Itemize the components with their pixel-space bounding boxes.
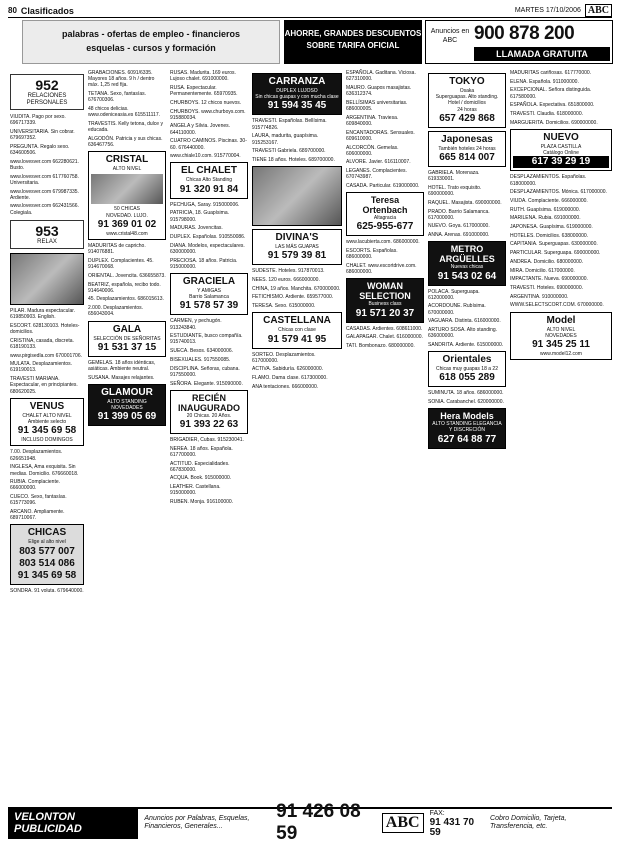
classified-entry: HOTELES. Domicilios. 638000000. xyxy=(510,232,589,239)
column-2 xyxy=(88,70,166,429)
footer-phone: 91 426 08 59 xyxy=(276,801,361,844)
ad-line: Sin chicas guapas y con mucha clase xyxy=(255,94,339,101)
ad-title: GALA xyxy=(112,323,142,335)
ad-cristal xyxy=(88,151,166,240)
classified-entry: CASADA. Particular. 619000000. xyxy=(346,183,420,190)
ad-title: GRACIELA xyxy=(182,275,236,287)
classified-entry: www.lovesver.com 662280621. Busto. xyxy=(10,158,79,171)
ad-phone: 91 543 02 64 xyxy=(437,270,497,282)
classified-entry: ALGODÓN. Patricia y sus chicas. 636467756. xyxy=(88,135,163,149)
ad-line: ALTO STANDING ELEGANCIA Y DISCRECIÓN xyxy=(432,421,502,434)
classified-entry: CARMEN, y pechugón. 913243840. xyxy=(170,318,222,331)
classified-entry: RUSAS. Madurita. 169 euros. Lujoso chalet. 691000000. xyxy=(170,70,236,83)
ad-title: RECIÉN INAUGURADO xyxy=(178,392,240,413)
ad-line: Altagracia xyxy=(373,215,397,222)
ad-line: 20 Chicas. 20 Años. xyxy=(186,412,232,419)
classified-entry: VIUDA. Complaciente. 666000000. xyxy=(510,197,588,204)
ad-line-2: NOVEDAD. LUJO. xyxy=(106,212,148,219)
classified-entry: TRAVESTI. Claudia. 618000000. xyxy=(510,111,584,118)
classified-entry: SEÑORA. Elegante. 915090000. xyxy=(170,380,243,387)
classified-entry: VIUDITA. Pago por sexo. 696717339. xyxy=(10,114,66,127)
ad-sub: DUPLEX LUJOSO xyxy=(276,88,318,94)
banner-line-1: palabras - ofertas de empleo - financieros xyxy=(61,29,241,39)
phone-ad-number: 900 878 200 xyxy=(474,23,575,44)
classified-entry: CHALET. www.escortdrive.com. 686000000. xyxy=(346,263,417,276)
ad-title: Orientales xyxy=(442,354,492,366)
classified-entry: CRISTINA, casada, discreta. 618190133. xyxy=(10,337,74,350)
ad-line: 50 CHICAS xyxy=(114,206,140,213)
ad-line: Nuevas chicas xyxy=(450,264,484,271)
ad-line: También hoteles 24 horas xyxy=(438,145,496,152)
column-6 xyxy=(428,70,506,452)
classified-entry: SORTEO. Desplazamientos. 617000000. xyxy=(252,351,316,364)
column-5 xyxy=(346,70,424,352)
footer-logo: ABC xyxy=(382,813,424,833)
category-number: 952 xyxy=(35,77,59,93)
ad-phone: 657 429 868 xyxy=(439,112,495,124)
classified-entry: FLAMO. Dama clase. 617300000. xyxy=(252,375,328,382)
ad-phone: 803 577 007 xyxy=(19,545,75,557)
classified-entry: www.chiale10.com. 915770004. xyxy=(170,153,241,160)
column-4 xyxy=(252,70,342,393)
ad-phone-2: 803 514 086 xyxy=(19,557,75,569)
ad-photo xyxy=(91,174,163,204)
classified-entry: ARGENTINA. 910000000. xyxy=(510,293,569,300)
classified-entry: ESPAÑOLA. Gaditana. Viciosa. 627310000. xyxy=(346,70,416,83)
classified-entry: TRAVESTIS. Kelly tetona, dulce y educada. xyxy=(88,120,163,134)
classified-entry: ANGELA y Silvia. Jovenes. 644110000. xyxy=(170,123,231,136)
classified-entry: MADURITAS de capricho. 914076881. xyxy=(88,243,146,256)
classified-entry: WWW.SELECTSCORT.COM. 670000000. xyxy=(510,302,604,309)
ad-line: Elige al alto nivel xyxy=(28,539,66,546)
classified-entry: BELLÍSIMAS universitarias. 686000005. xyxy=(346,99,408,113)
phone-ad-sub: LLAMADA GRATUITA xyxy=(474,47,610,61)
classified-entry: SONIA. Carabanchel. 620000000. xyxy=(428,399,504,406)
issue-date: MARTES 17/10/2006 xyxy=(514,7,581,14)
classified-entry: TRAVESTI. Españolas. Bellísima. 915774826. xyxy=(252,118,327,131)
classified-entry: EXCEPCIONAL. Señora distinguida. 617580000. xyxy=(510,87,592,100)
ad-graciela xyxy=(170,273,248,315)
classified-entry: TERESA. Sexo. 615000000. xyxy=(252,303,316,310)
classified-entry: CHURBOYS. www.churboys.com. 915880034. xyxy=(170,108,246,121)
ad-title: Hera Models xyxy=(440,411,494,422)
classified-entry: GABRIELA. Morenaza. 619330001. xyxy=(428,170,480,183)
classified-entry: POLACA. Superguapa. 612000000. xyxy=(428,288,480,301)
ad-title: CHICAS xyxy=(27,527,67,539)
category-title: RELACIONES PERSONALES xyxy=(26,93,68,106)
classified-entry: RUBIA. Complaciente. 666000000. xyxy=(10,479,61,492)
classified-entry: RAQUEL. Masajista. 690000000. xyxy=(428,199,502,206)
classified-entry: ALCORCÓN. Gemelas. 606000000. xyxy=(346,144,399,157)
classified-entry: MARILENA. Rubia. 691000000. xyxy=(510,215,581,222)
ad-line: Business class xyxy=(368,301,402,308)
classified-entry: SUECA. Besos. 634000006. xyxy=(170,348,234,355)
ad-phone: 91 345 69 58 xyxy=(17,425,77,437)
ad-phone: 665 814 007 xyxy=(439,152,495,164)
classified-entry: SONDRA. 91 voluta. 679640000. xyxy=(10,587,84,594)
ad-line: Chicas muy guapas 18 a 22 xyxy=(436,366,498,373)
classified-entry: RUSA. Espectacular. Permanentemente. 65970935. xyxy=(170,84,238,98)
ad-photo xyxy=(10,253,84,305)
ad-title: TOKYO xyxy=(449,76,485,87)
classified-entry: DISCIPLINA. Señoras, cubana. 917550000. xyxy=(170,365,240,378)
ad-sub: CHALET ALTO NIVEL xyxy=(22,412,72,419)
ad-japonesas xyxy=(428,131,506,167)
classified-entry: SUSANA. Masajes relajantes. xyxy=(88,374,155,381)
ad-phone: 91 345 25 11 xyxy=(532,338,590,350)
fax-label: FAX: xyxy=(429,809,445,817)
ad-sub: ALTO NIVEL xyxy=(112,166,142,173)
category-952 xyxy=(10,74,84,110)
column-1 xyxy=(10,70,84,596)
ad-sub: Y AMIGAS xyxy=(197,287,221,294)
classified-banner xyxy=(22,20,280,64)
classified-entry: GRABACIONES. 6091/6335. Mayores 18 años. 9 h / dentro máx. 1,25 red fija. xyxy=(88,70,155,89)
classified-entry: GEMELAS. 18 años idénticas, asiáticas. Ambiente neutral. xyxy=(88,359,156,372)
ad-line: NOVEDADES xyxy=(111,405,143,412)
classified-entry: ARTURO SOSA. Alto standing. 636000000. xyxy=(428,327,498,340)
classified-entry: ANDREA. Domicilio. 680000000. xyxy=(510,258,584,265)
classified-entry: MADURAS. Jovencitas. xyxy=(170,225,223,232)
ad-teresa xyxy=(346,192,424,236)
classified-entry: PREGUNTA. Regalo sexo. 634600506. xyxy=(10,143,70,157)
classified-entry: TRAVESTI. Hoteles. 690000000. xyxy=(510,284,584,291)
classified-entry: MADURITAS cariñosas. 617770000. xyxy=(510,70,592,76)
classified-entry: ORIENTAL. Jovencita. 636655873. xyxy=(88,272,166,279)
ad-sub: ALTO NIVEL xyxy=(546,326,576,333)
ad-woman xyxy=(346,278,424,322)
footer-text: Anuncios por Palabras, Esquelas, Financieros, Generales... xyxy=(144,815,250,830)
ad-line: NOVEDADES xyxy=(545,332,577,339)
discount-line-1: AHORRE, GRANDES DESCUENTOS xyxy=(284,29,422,38)
classified-entry: NEREA. 18 años. Española. 617700000. xyxy=(170,445,233,458)
classified-entry: TRAVESTI MARIANA. Espectacular, en principiantes. 680620025. xyxy=(10,376,78,395)
ad-phone: 627 64 88 77 xyxy=(437,433,497,445)
classified-entry: CUATRO CAMINOS. Piscinas. 30-60. 676440000. xyxy=(170,138,247,151)
classified-entry: DESPLAZAMIENTOS. Mónica. 617000000. xyxy=(510,189,607,196)
classified-entry: CHURBOYS. 12 chicos nuevos. xyxy=(170,99,242,106)
classified-entry: www.pirgisedla.com 670001706. xyxy=(10,352,82,359)
ad-phone: 91 579 39 81 xyxy=(267,250,327,262)
category-953 xyxy=(10,220,84,249)
ad-phone: 625-955-677 xyxy=(356,221,414,233)
classified-entry: FETICHISMO. Ardiente. 659577000. xyxy=(252,294,334,301)
banner-line-2: esquelas - cursos y formación xyxy=(86,43,216,53)
ad-title: METRO ARGÜELLES xyxy=(439,244,495,265)
classified-entry: LEATHER. Castellana. 915000000. xyxy=(170,484,221,497)
ad-title: WOMAN SELECTION xyxy=(359,281,411,302)
ad-model xyxy=(510,312,612,361)
classified-entry: 45. Desplazamientos. 686015613. xyxy=(88,296,164,303)
category-number: 953 xyxy=(35,222,59,239)
ad-line: SELECCIÓN DE SEÑORITAS xyxy=(93,335,161,342)
classified-entry: www.lacubierta.com. 686000000. xyxy=(346,239,420,246)
ad-carranza xyxy=(252,73,342,115)
ad-title: Teresa Ortenbach xyxy=(362,195,408,216)
ad-phone: 617 39 29 19 xyxy=(513,156,609,168)
classified-entry: DUPLEX. Complacientes. 45. 914670068. xyxy=(88,257,154,271)
classified-entry: TATI. Bombonazo. 680000000. xyxy=(346,343,415,350)
classified-entry: LEGANES. Complacientes. 670743987. xyxy=(346,168,407,181)
footer-brand: VELONTON PUBLICIDAD xyxy=(8,807,138,839)
ad-line: Superguapas. Alto standing. xyxy=(435,94,499,101)
ad-castellana xyxy=(252,312,342,348)
classified-entry: SANDRITA. Ardiente. 615000000. xyxy=(428,341,504,348)
ad-chalet xyxy=(170,162,248,198)
classified-entry: ESCORTS. Españolas. 686000000. xyxy=(346,248,398,261)
classified-entry: ARCANO. Ampliamente. 689710067. xyxy=(10,509,65,522)
classified-entry: www.lovesver.com 617760758. Universitaria. xyxy=(10,173,79,186)
ad-phone: 91 320 91 84 xyxy=(179,183,239,195)
ad-tokyo xyxy=(428,73,506,128)
ad-title: CARRANZA xyxy=(268,76,326,87)
ad-title: CASTELLANA xyxy=(263,315,331,327)
ad-web: www.cristal48.com xyxy=(106,230,148,237)
classified-entry: SUDESTE. Hoteles. 917870013. xyxy=(252,268,325,275)
classified-entry: TRAVESTI Gabriela. 689700000. xyxy=(252,148,326,155)
classified-entry: BEATRIZ, española, recibo todo. 914640006. xyxy=(88,281,161,294)
classified-entry: PATRICIA, 18. Guapísima. 915798000. xyxy=(170,210,230,223)
footer-payment-text: Cobro Domicilio, Tarjeta, Transferencia, etc. xyxy=(490,815,567,830)
ad-phone: 91 594 35 45 xyxy=(267,100,327,112)
ad-extra: INCLUSO DOMINGOS xyxy=(21,437,73,444)
abc-logo: ABC xyxy=(585,4,612,17)
ad-orientales xyxy=(428,351,506,387)
ad-line-2: Hotel / domicilios xyxy=(448,100,486,107)
classified-entry: HOTEL. Trato exquisito. 690000000. xyxy=(428,184,482,198)
category-title: RELAX xyxy=(37,238,57,245)
classified-entry: IMPACTANTE. Nueva. 690000000. xyxy=(510,276,588,283)
classified-entry: MIRA. Domicilio. 617000000. xyxy=(510,267,575,274)
classified-entry: JAPONESA. Guapísima. 619000000. xyxy=(510,224,593,231)
classified-entry: TETANA. Sexo, fantasías. 676700306. xyxy=(88,91,146,104)
classified-entry: INGLESA, Ama exquisita. Sin medias. Domicilio. 676660018. xyxy=(10,464,79,477)
classified-entry: ELENA. Española. 911000000. xyxy=(510,78,579,85)
classified-entry: CUECO. Sexo, fantasías. 615773096. xyxy=(10,494,67,507)
classified-entry: RUTH. Guapísima. 619000000. xyxy=(510,206,581,213)
ad-line: LAS MÁS GUAPAS xyxy=(275,244,319,251)
ad-sub: ALTO STANDING xyxy=(107,398,147,405)
classified-entry: 48 chicos delicias. www.odeniceasia.es 615511117. xyxy=(88,106,160,119)
classified-entry: GALAPAGAR. Chalet. 616000000. xyxy=(346,334,423,341)
classified-entry: CASADAS. Ardientes. 608611000. xyxy=(346,325,423,332)
ad-recien xyxy=(170,390,248,434)
ad-title: DIVINA'S xyxy=(275,232,319,244)
classified-entry: ALVORE. Javier. 616110007. xyxy=(346,159,411,166)
classified-entry: ANNA. Arenas. 691000000. xyxy=(428,232,490,239)
classified-entry: www.lovesver.com 662431566. Colegiala. xyxy=(10,203,79,216)
ad-arguelles xyxy=(428,241,506,285)
footer-fax xyxy=(430,809,482,838)
ad-title: VENUS xyxy=(29,400,65,412)
classified-entry: BISEXUALES. 917550085. xyxy=(170,356,231,363)
ad-line-3: 24 horas xyxy=(457,106,477,113)
ad-heramodels xyxy=(428,408,506,448)
page-header xyxy=(8,4,612,18)
classified-entry: 2.000. Desplazamientos. 656043004. xyxy=(88,305,144,318)
ad-line: Catálogo Online xyxy=(543,150,579,157)
ad-phone: 91 399 05 69 xyxy=(97,411,157,423)
classified-entry: www.lovesver.com 679987335. Ardiente. xyxy=(10,188,79,201)
classified-entry: ACTITUD. Especialidades. 667830000. xyxy=(170,460,230,473)
ad-title: EL CHALET xyxy=(181,165,237,177)
classified-entry: PILAR. Madura espectacular. 619850903. English. xyxy=(10,307,76,321)
discount-banner xyxy=(284,20,422,64)
ad-phone: 91 369 01 02 xyxy=(97,218,157,230)
classified-entry: RUBEN. Monja. 916100000. xyxy=(170,499,234,506)
classified-entry: MARGUERITA. Domicilios. 690000000. xyxy=(510,119,598,126)
classified-entry: PECHUGA, Saray. 915000006. xyxy=(170,201,240,208)
classified-entry: PRADO. Barrio Salamanca. 617000000. xyxy=(428,208,490,221)
classified-entry: ESPAÑOLA. Expectativa. 651800000. xyxy=(510,102,595,109)
ad-nuevo xyxy=(510,129,612,171)
classified-entry: ENCANTADORAS. Sensuales. 609610000. xyxy=(346,129,415,142)
ad-line: Barrio Salamanca xyxy=(189,294,229,301)
ad-web: www.model12.com xyxy=(540,350,582,357)
classified-entry: NEES. 120 euros. 666000000. xyxy=(252,277,320,284)
classified-entry: ACORDOUNE. Rubísima. 670000000. xyxy=(428,303,486,316)
classified-entry: ANA tentaciones. 666000000. xyxy=(252,383,319,390)
column-7 xyxy=(510,70,612,363)
ad-line: Chicas Alto Standing xyxy=(185,177,233,184)
ad-title: GLAMOUR xyxy=(101,386,153,398)
fax-number: 91 431 70 59 xyxy=(429,816,475,838)
classified-entry: NUEVO. Goya. 617000000. xyxy=(428,223,490,230)
ad-phone: 91 578 57 39 xyxy=(179,300,239,312)
classified-entry: DUPLEX. Españolas. 910550086. xyxy=(170,233,246,240)
footer-ad xyxy=(8,801,612,844)
ad-gala xyxy=(88,321,166,357)
classified-entry: PARTICULAR. Superguapa. 690000000. xyxy=(510,250,601,257)
ad-phone: 618 055 289 xyxy=(439,372,495,384)
ad-chicas xyxy=(10,524,84,584)
classified-entry: CHINA, 19 años. Manchita. 670000000. xyxy=(252,285,341,292)
classified-entry: ESCORT. 628130103. Hoteles-domicilios. xyxy=(10,322,80,335)
classified-entry: PRECIOSA. 18 años. Patricia. 915000000. xyxy=(170,257,238,270)
discount-line-2: SOBRE TARIFA OFICIAL xyxy=(306,41,400,50)
page-number: 80 xyxy=(8,6,17,15)
ad-phone-3: 91 345 69 58 xyxy=(17,569,77,581)
column-3 xyxy=(170,70,248,508)
classified-entry: LAURA, madurita, guapísima. 915253167. xyxy=(252,133,319,146)
classified-entry: MAURO. Guapos masajistas. 636312374. xyxy=(346,84,412,98)
classified-entry: 7.00. Desplazamientos. 626651948. xyxy=(10,449,63,462)
ad-venus xyxy=(10,398,84,447)
classified-entry: UNIVERSITARIA. Sin cobrar. 679697352. xyxy=(10,128,75,142)
phone-ad xyxy=(425,20,613,64)
ad-title: Model xyxy=(546,314,576,326)
classified-entry: TIENE 18 años. Hoteles. 689700000. xyxy=(252,156,335,163)
classified-entry: MULATA. Desplazamientos. 619190013. xyxy=(10,361,73,374)
classified-entry: ACTIVA. Sabiduría. 626000000. xyxy=(252,366,324,373)
section-title: Clasificados xyxy=(20,5,74,16)
classified-entry: VAGUARA. Distinta. 616000000. xyxy=(428,318,501,325)
ad-glamour xyxy=(88,384,166,426)
ad-phone: 91 571 20 37 xyxy=(355,307,415,319)
ad-sub: Osaka xyxy=(459,88,475,94)
classified-entry: CAPITANIA. Superguapas. 630000000. xyxy=(510,241,598,248)
classified-entry: SUMINUTA. 18 años. 686000000. xyxy=(428,390,504,397)
ad-divinas xyxy=(252,229,342,265)
ad-phone: 91 393 22 63 xyxy=(179,418,239,430)
ad-sub: PLAZA CASTILLA xyxy=(540,143,582,150)
classified-entry: DESPLAZAMIENTOS. Españolas. 618000000. xyxy=(510,174,587,187)
ad-title: Japonesas xyxy=(441,133,493,145)
ad-line: Chicas con clase xyxy=(278,327,316,334)
classified-entry: ESTUDIANTE, busco compañía. 915740013. xyxy=(170,333,243,346)
classified-entry: ARGENTINA. Traviesa. 609840000. xyxy=(346,114,399,127)
classified-entry: BRIGADIER, Cubas. 915230041. xyxy=(170,436,244,443)
ad-title: CRISTAL xyxy=(105,154,149,166)
ad-line: Ambiente selecto xyxy=(27,418,67,425)
classified-entry: ACQUA. Book. 915000000. xyxy=(170,475,232,482)
ad-title: NUEVO xyxy=(543,131,579,143)
ad-phone: 91 579 41 95 xyxy=(267,333,327,345)
phone-ad-label: Anuncios en ABC xyxy=(430,28,470,44)
ad-photo xyxy=(252,166,342,226)
ad-phone: 91 531 37 15 xyxy=(97,341,157,353)
classified-entry: DIANA. Modelos, espectaculares. 630000000. xyxy=(170,242,245,255)
